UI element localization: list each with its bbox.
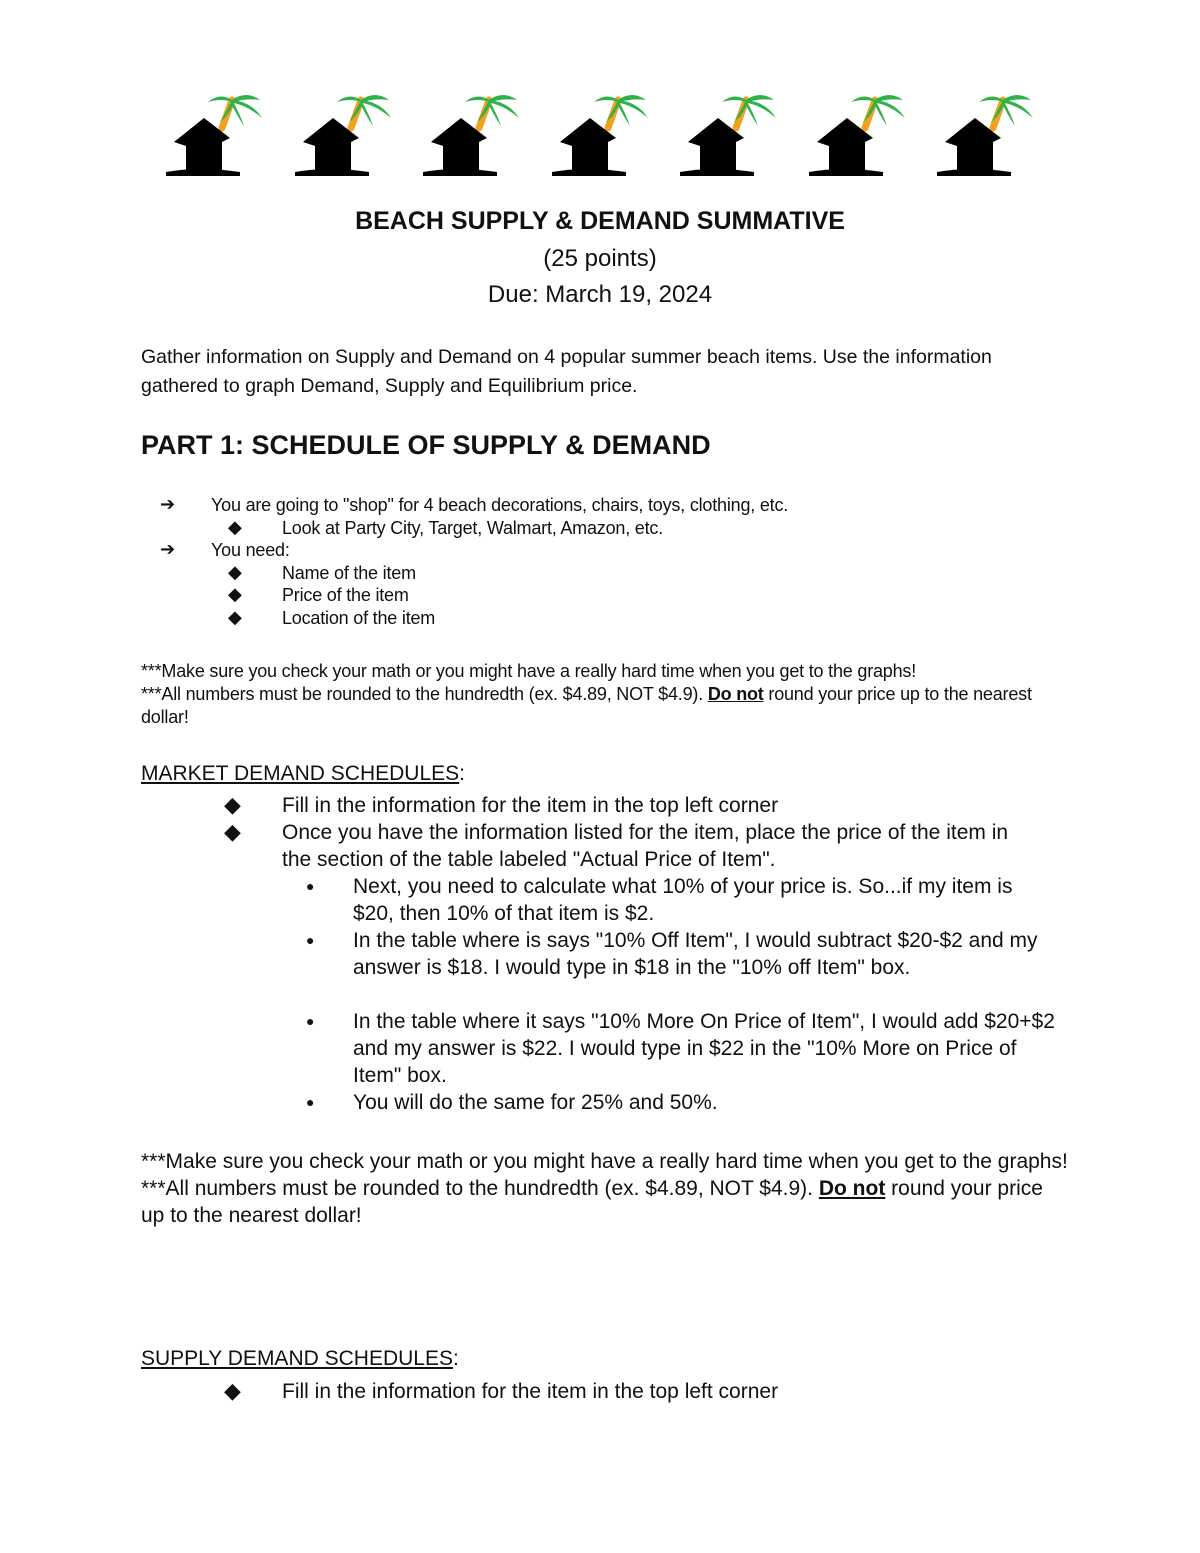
notes-large <box>141 1148 1071 1229</box>
beach-hut-palm-icon <box>289 92 401 178</box>
arrow-bullet-icon: ➔ <box>160 539 176 559</box>
rounding-note: ***All numbers must be rounded to the hundredth (ex. $4.89, NOT $4.9). Do not round your price up to the nearest dollar! <box>141 684 1032 727</box>
list-item: You will do the same for 25% and 50%. <box>353 1091 718 1114</box>
rounding-note: ***All numbers must be rounded to the hundredth (ex. $4.89, NOT $4.9). Do not round your price up to the nearest dollar! <box>141 1177 1043 1227</box>
beach-hut-palm-icon <box>674 92 786 178</box>
beach-hut-palm-icon <box>417 92 529 178</box>
diamond-bullet-icon: ◆ <box>224 819 241 844</box>
due-date: Due: March 19, 2024 <box>487 281 713 308</box>
list-item: Name of the item <box>282 563 416 583</box>
points-label: (25 points) <box>543 245 657 272</box>
dot-bullet-icon: ● <box>306 1094 315 1110</box>
dot-bullet-icon: ● <box>306 1013 315 1029</box>
diamond-bullet-icon: ◆ <box>228 562 242 582</box>
arrow-bullet-icon: ➔ <box>160 494 176 514</box>
beach-hut-banner <box>160 92 1040 178</box>
beach-hut-palm-icon <box>931 92 1043 178</box>
list-item: Fill in the information for the item in the top left corner <box>282 794 779 817</box>
check-math-note: ***Make sure you check your math or you might have a really hard time when you get to the graphs! <box>141 661 917 681</box>
list-item: In the table where is says "10% Off Item", I would subtract $20-$2 and my answer is $18. I would type in $18 in the "10% off Item" box. <box>353 929 1038 979</box>
diamond-bullet-icon: ◆ <box>228 517 242 537</box>
market-demand-heading: MARKET DEMAND SCHEDULES: <box>141 762 466 785</box>
beach-hut-palm-icon <box>803 92 915 178</box>
document-title: BEACH SUPPLY & DEMAND SUMMATIVE <box>355 207 845 235</box>
list-item: In the table where it says "10% More On Price of Item", I would add $20+$2 and my answer is $22. I would type in $22 in the "10% More on Price of Item" box. <box>353 1010 1055 1087</box>
do-not-emphasis: Do not <box>818 1177 886 1200</box>
list-item: Location of the item <box>282 608 436 628</box>
list-item: Price of the item <box>282 585 409 605</box>
diamond-bullet-icon: ◆ <box>228 584 242 604</box>
part1-heading: PART 1: SCHEDULE OF SUPPLY & DEMAND <box>141 430 711 460</box>
diamond-bullet-icon: ◆ <box>224 792 241 817</box>
notes-small <box>141 660 1061 729</box>
dot-bullet-icon: ● <box>306 932 315 948</box>
supply-demand-heading: SUPPLY DEMAND SCHEDULES: <box>141 1347 459 1370</box>
dot-bullet-icon: ● <box>306 878 315 894</box>
diamond-bullet-icon: ◆ <box>224 1378 241 1403</box>
beach-hut-palm-icon <box>160 92 272 178</box>
list-item: Once you have the information listed for the item, place the price of the item in the section of the table labeled "Actual Price of Item". <box>282 821 1009 871</box>
list-item: Fill in the information for the item in the top left corner <box>282 1380 779 1403</box>
list-item: You need: <box>211 540 290 560</box>
diamond-bullet-icon: ◆ <box>228 607 242 627</box>
list-item: You are going to "shop" for 4 beach decorations, chairs, toys, clothing, etc. <box>211 495 789 515</box>
beach-hut-palm-icon <box>546 92 658 178</box>
list-item: Next, you need to calculate what 10% of your price is. So...if my item is $20, then 10% of that item is $2. <box>353 875 1013 925</box>
do-not-emphasis: Do not <box>707 684 764 704</box>
intro-paragraph: Gather information on Supply and Demand on 4 popular summer beach items. Use the information gathered to graph Demand, Supply and Equilibrium price. <box>141 346 992 397</box>
check-math-note: ***Make sure you check your math or you might have a really hard time when you get to the graphs! <box>141 1150 1068 1173</box>
list-item: Look at Party City, Target, Walmart, Amazon, etc. <box>282 518 664 538</box>
